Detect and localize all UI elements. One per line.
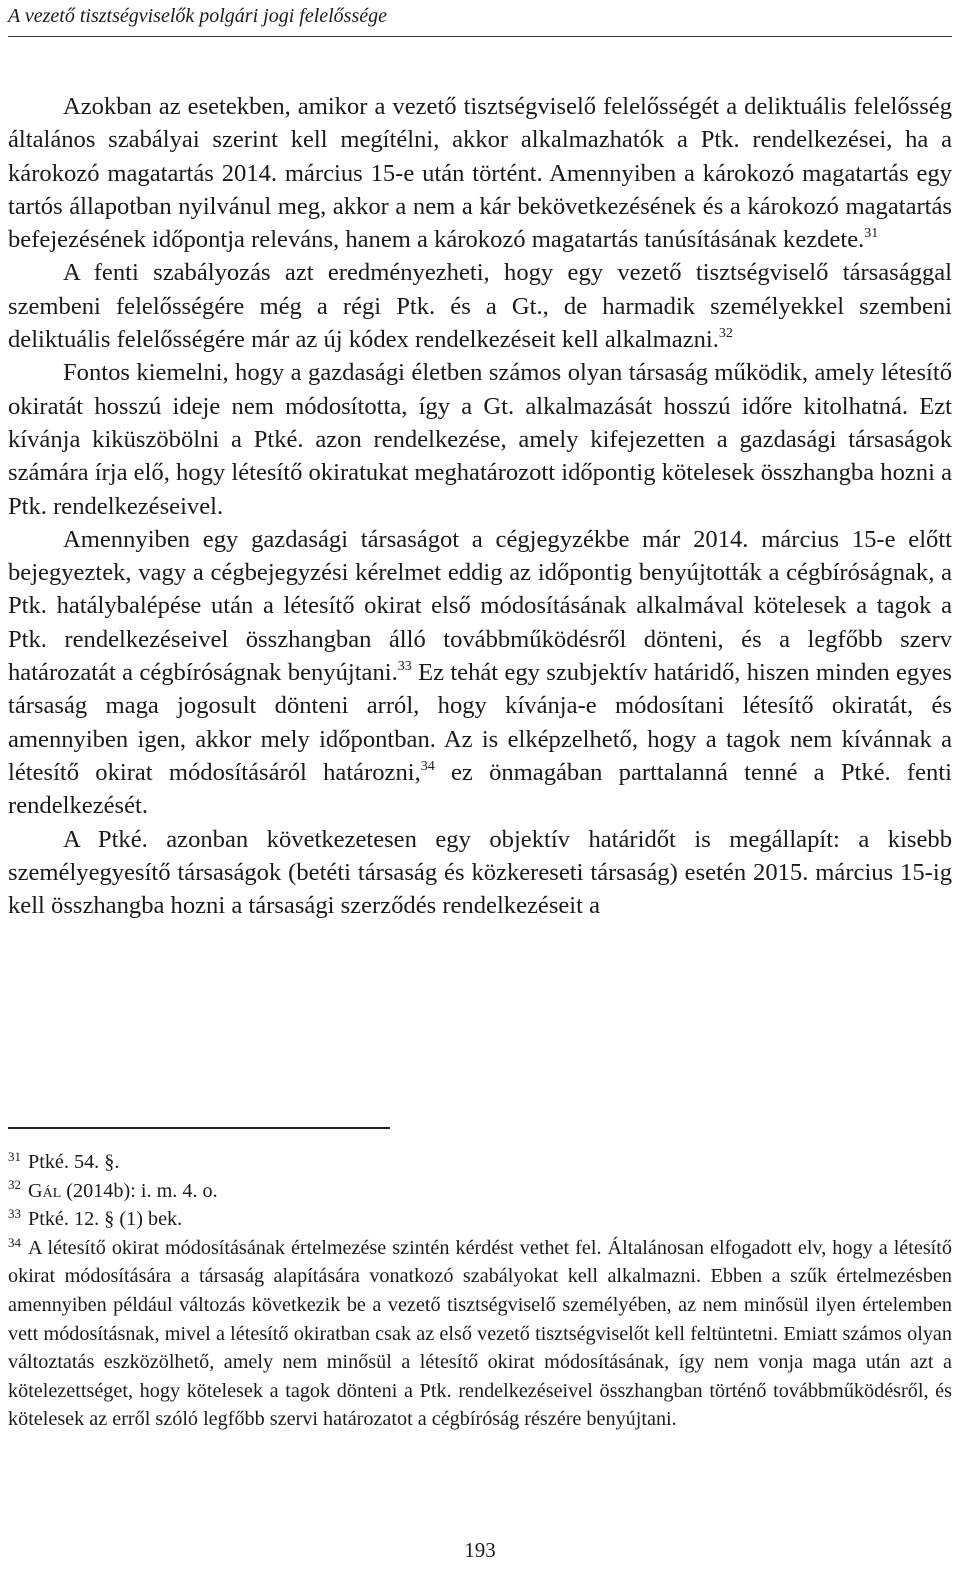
footnotes <box>8 1148 952 1434</box>
paragraph-text: A fenti szabályozás azt eredményezheti, hogy egy vezető tisztségviselő társasággal szembeni felelősségére még a régi Ptk. és a Gt., de harmadik személyekkel szembeni deliktuális felelősségére már az új kódex rendelkezéseit kell alkalmazni. <box>8 259 952 354</box>
footnote-item <box>8 1177 952 1206</box>
footnote-number: 33 <box>8 1206 21 1222</box>
paragraph-text: A Ptké. azonban következetesen egy objektív határidőt is megállapít: a kisebb személyegyesítő társaságok (betéti társaság és közkereseti társaság) esetén 2015. március 15-ig kell összhangba hozni a társasági szerződés rendelkezéseit a <box>8 825 952 920</box>
paragraph-1 <box>8 90 952 256</box>
footnote-ref[interactable]: 34 <box>420 759 435 775</box>
footnote-number: 34 <box>8 1234 21 1250</box>
paragraph-text: ez önmagában parttalanná tenné a Ptké. fenti rendelkezését. <box>8 758 952 820</box>
paragraph-text: Azokban az esetekben, amikor a vezető tisztségviselő felelősségét a deliktuális felelősség általános szabályai szerint kell megítélni, akkor alkalmazhatók a Ptk. rendelkezései, ha a károkozó magatartás 2014. március 15-e után történt. Amennyiben a károkozó magatartás egy tartós állapotban nyilvánul meg, akkor a nem a kár bekövetkezésének és a károkozó magatartás befejezésének időpontja releváns, hanem a károkozó magatartás tanúsításának kezdete. <box>8 93 952 254</box>
footnote-item <box>8 1234 952 1434</box>
footnote-number: 32 <box>8 1177 21 1193</box>
footnote-number: 31 <box>8 1148 21 1164</box>
footnote-text: (2014b): i. m. 4. o. <box>61 1179 218 1202</box>
footnote-separator <box>8 1127 390 1129</box>
paragraph-text: Fontos kiemelni, hogy a gazdasági életben számos olyan társaság működik, amely létesítő okiratát hosszú ideje nem módosította, így a Gt. alkalmazását hosszú időre kitolhatná. Ezt kívánja kiküszöbölni a Ptké. azon rendelkezése, amely kifejezetten a gazdasági társaságok számára írja elő, hogy létesítő okiratukat meghatározott időpontig kötelesek összhangba hozni a Ptk. rendelkezéseivel. <box>8 359 952 520</box>
footnote-item <box>8 1148 952 1177</box>
paragraph-3 <box>8 356 952 522</box>
paragraph-4 <box>8 523 952 823</box>
footnote-text: Ptké. 12. § (1) bek. <box>28 1208 183 1231</box>
footnote-item <box>8 1205 952 1234</box>
footnote-ref[interactable]: 33 <box>397 659 412 675</box>
footnote-text: A létesítő okirat módosításának értelmezése szintén kérdést vethet fel. Általánosan elfogadott elv, hogy a létesítő okirat módosítására a társaság alapítására vonatkozó szabályokat kell alkalmazni. Ebben a szűk értelmezésben amennyiben például változás következik be a vezető tisztségviselő személyében, az nem minősül ilyen értelemben vett módosításnak, mivel a létesítő okiratban csak az első vezető tisztségviselőt kell feltüntetni. Emiatt számos olyan változtatás eszközölhető, amely nem minősül a létesítő okirat módosításának, így nem vonja maga után azt a kötelezettséget, hogy kötelesek a tagok dönteni a Ptk. rendelkezéseivel összhangban történő továbbműködésről, és kötelesek az erről szóló legfőbb szervi határozatot a cégbíróság részére benyújtani. <box>8 1236 952 1431</box>
running-header <box>8 2 952 37</box>
paragraph-2 <box>8 256 952 356</box>
footnote-ref[interactable]: 31 <box>864 226 879 242</box>
footnote-ref[interactable]: 32 <box>718 326 733 342</box>
page-number: 193 <box>464 1538 496 1562</box>
paragraph-5 <box>8 823 952 923</box>
body-text <box>8 90 952 922</box>
paragraph-text: Amennyiben egy gazdasági társaságot a cégjegyzékbe már 2014. március 15-e előtt bejegyeztek, vagy a cégbejegyzési kérelmet eddig az időpontig benyújtották a cégbíróságnak, a Ptk. hatálybalépése után a létesítő okirat első módosításának alkalmával kötelesek a tagok a Ptk. rendelkezéseivel összhangban álló továbbműködésről dönteni, és a legfőbb szerv határozatát a cégbíróságnak benyújtani. <box>8 525 952 687</box>
running-title: A vezető tisztségviselők polgári jogi felelőssége <box>8 5 388 27</box>
footnote-author: Gál <box>28 1179 62 1202</box>
paragraph-text: Ez tehát egy szubjektív határidő, hiszen minden egyes társaság maga jogosult dönteni arról, hogy kívánja-e módosítani létesítő okiratát, és amennyiben igen, akkor mely időpontban. Az is elképzelhető, hogy a tagok nem kívánnak a létesítő okirat módosításáról határozni, <box>8 659 952 786</box>
footnote-text: Ptké. 54. §. <box>28 1151 120 1173</box>
